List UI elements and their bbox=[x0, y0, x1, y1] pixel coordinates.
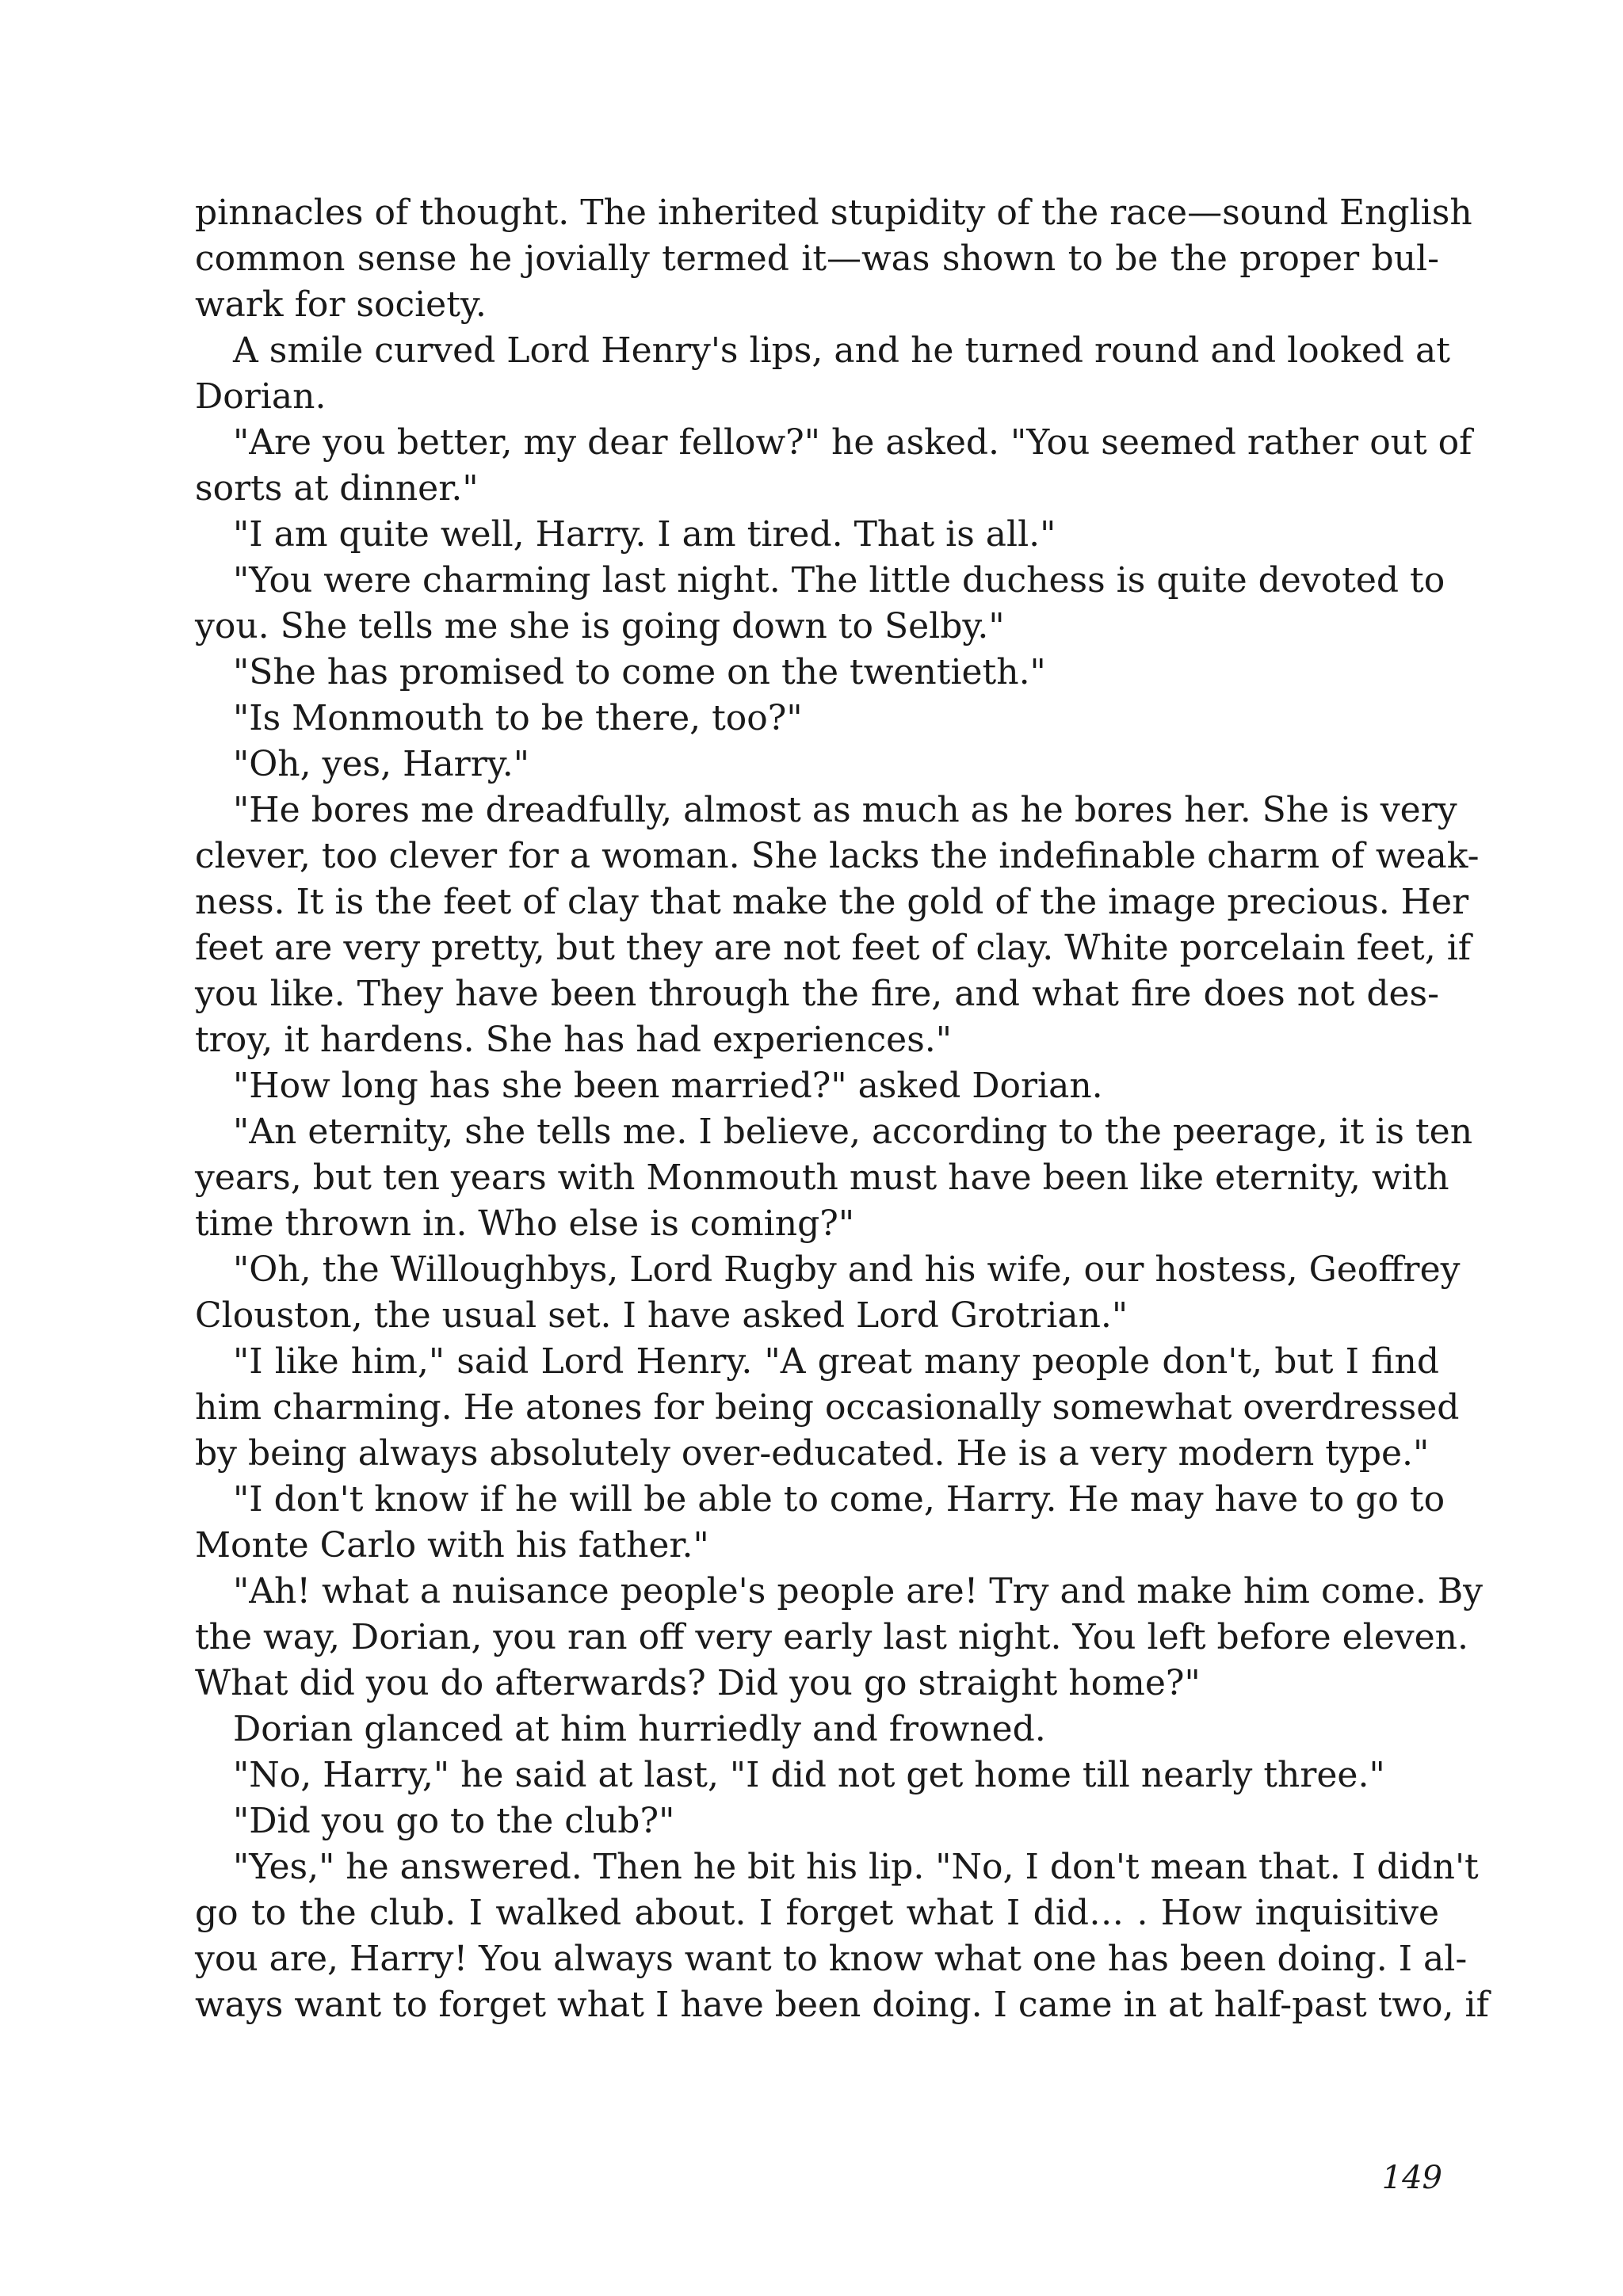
text-line: "You were charming last night. The little duchess is quite devoted to bbox=[233, 560, 1445, 601]
text-line: "Did you go to the club?" bbox=[233, 1801, 675, 1841]
text-line: him charming. He atones for being occasionally somewhat overdressed bbox=[195, 1387, 1460, 1428]
text-line: "Yes," he answered. Then he bit his lip. "No, I don't mean that. I didn't bbox=[233, 1847, 1479, 1887]
text-line: "He bores me dreadfully, almost as much as he bores her. She is very bbox=[233, 790, 1457, 830]
text-line: "I don't know if he will be able to come, Harry. He may have to go to bbox=[233, 1479, 1445, 1520]
page-body bbox=[195, 190, 1489, 2028]
text-line: you are, Harry! You always want to know what one has been doing. I al- bbox=[195, 1939, 1468, 1979]
text-line: Dorian glanced at him hurriedly and frowned. bbox=[233, 1709, 1046, 1749]
text-line: you. She tells me she is going down to Selby." bbox=[195, 606, 1005, 646]
text-line: What did you do afterwards? Did you go straight home?" bbox=[195, 1663, 1201, 1703]
text-line: "Oh, yes, Harry." bbox=[233, 744, 529, 784]
text-line: ness. It is the feet of clay that make the gold of the image precious. Her bbox=[195, 882, 1469, 922]
text-line: "Are you better, my dear fellow?" he asked. "You seemed rather out of bbox=[233, 422, 1472, 463]
text-line: troy, it hardens. She has had experiences." bbox=[195, 1020, 953, 1060]
text-line: "An eternity, she tells me. I believe, according to the peerage, it is ten bbox=[233, 1112, 1473, 1152]
text-line: time thrown in. Who else is coming?" bbox=[195, 1203, 855, 1244]
text-line: "I am quite well, Harry. I am tired. That is all." bbox=[233, 514, 1056, 555]
text-line: pinnacles of thought. The inherited stupidity of the race—sound English bbox=[195, 193, 1472, 233]
text-line: years, but ten years with Monmouth must have been like eternity, with bbox=[195, 1158, 1449, 1198]
text-line: sorts at dinner." bbox=[195, 468, 479, 509]
text-line: Clouston, the usual set. I have asked Lord Grotrian." bbox=[195, 1295, 1128, 1336]
text-line: you like. They have been through the fire, and what fire does not des- bbox=[195, 974, 1439, 1014]
text-line: "She has promised to come on the twentieth." bbox=[233, 652, 1046, 692]
text-line: feet are very pretty, but they are not feet of clay. White porcelain feet, if bbox=[195, 928, 1472, 968]
text-line: by being always absolutely over-educated. He is a very modern type." bbox=[195, 1433, 1430, 1474]
text-line: wark for society. bbox=[195, 284, 487, 325]
text-line: "How long has she been married?" asked Dorian. bbox=[233, 1066, 1103, 1106]
text-line: "Is Monmouth to be there, too?" bbox=[233, 698, 803, 738]
text-line: go to the club. I walked about. I forget what I did… . How inquisitive bbox=[195, 1893, 1439, 1933]
text-line: Monte Carlo with his father." bbox=[195, 1525, 709, 1566]
text-line: ways want to forget what I have been doing. I came in at half-past two, if bbox=[195, 1985, 1489, 2025]
text-line: the way, Dorian, you ran off very early last night. You left before eleven. bbox=[195, 1617, 1468, 1657]
text-line: "Oh, the Willoughbys, Lord Rugby and his wife, our hostess, Geoffrey bbox=[233, 1249, 1461, 1290]
text-line: "Ah! what a nuisance people's people are! Try and make him come. By bbox=[233, 1571, 1484, 1611]
text-line: A smile curved Lord Henry's lips, and he turned round and looked at bbox=[233, 330, 1450, 371]
text-line: "No, Harry," he said at last, "I did not get home till nearly three." bbox=[233, 1755, 1385, 1795]
text-line: clever, too clever for a woman. She lacks the indefinable charm of weak- bbox=[195, 836, 1480, 876]
text-line: common sense he jovially termed it—was shown to be the proper bul- bbox=[195, 238, 1439, 279]
page-number: 149 bbox=[1381, 2160, 1442, 2196]
text-line: Dorian. bbox=[195, 376, 327, 417]
text-line: "I like him," said Lord Henry. "A great many people don't, but I find bbox=[233, 1341, 1439, 1382]
